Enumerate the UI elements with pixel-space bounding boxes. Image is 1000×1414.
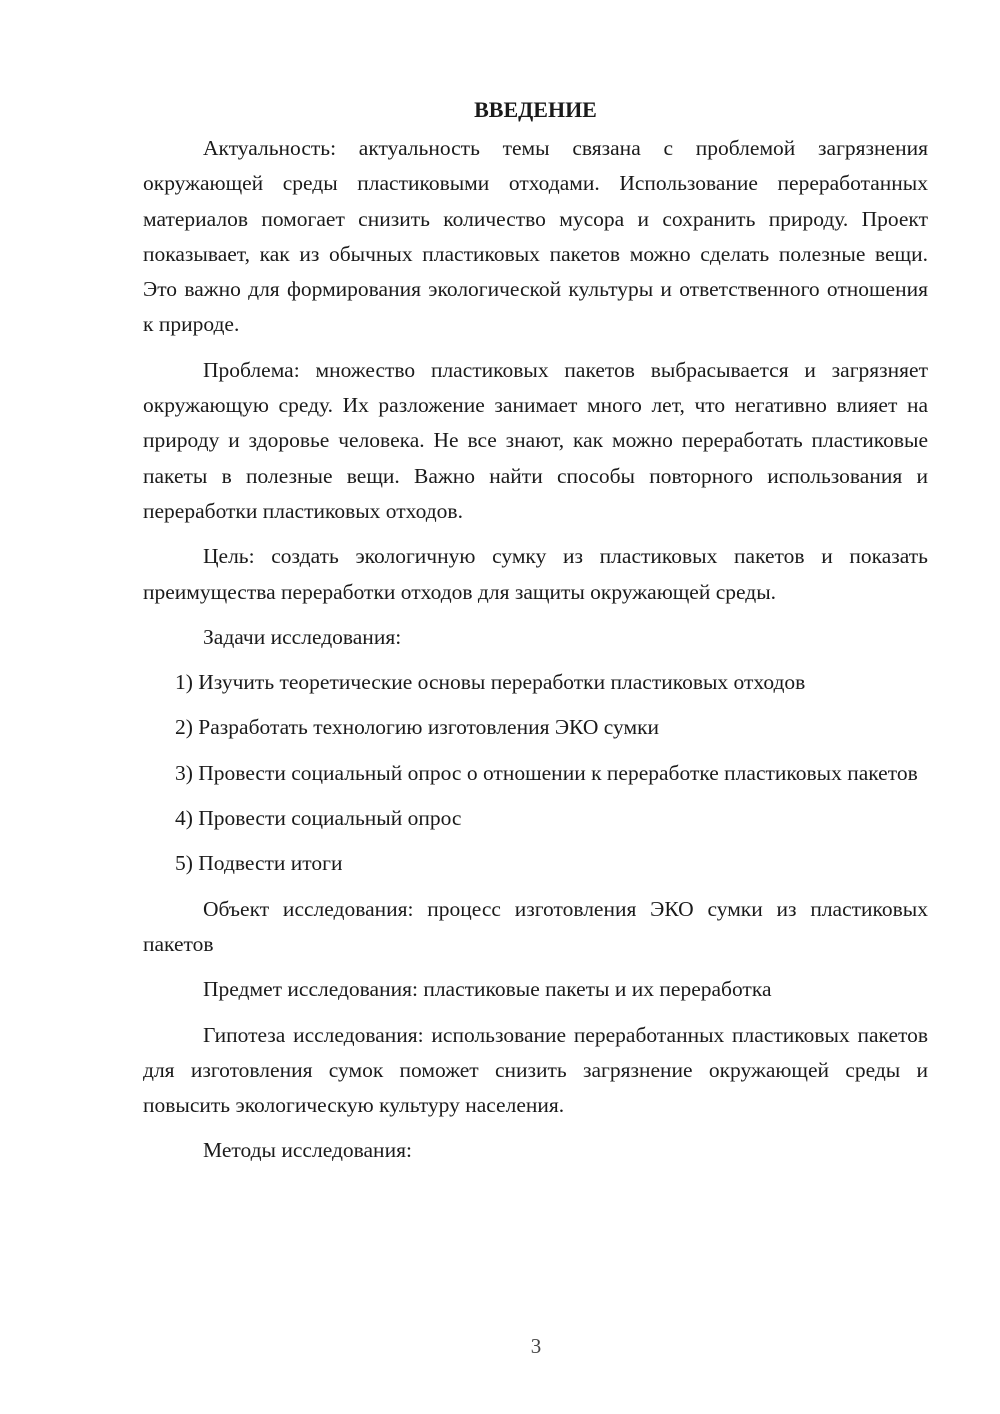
goal-paragraph: Цель: создать экологичную сумку из пластиковых пакетов и показать преимущества переработки отходов для защиты окружающей среды. [143,544,928,604]
hypothesis-paragraph: Гипотеза исследования: использование переработанных пластиковых пакетов для изготовления сумок поможет снизить загрязнение окружающей среды и повысить экологическую культуру населения. [143,1022,928,1118]
task-item: 4) Провести социальный опрос [175,806,462,831]
relevance-paragraph: Актуальность: актуальность темы связана с проблемой загрязнения окружающей среды пластиковыми отходами. Использование переработанных материалов помогает снизить количество мусора и сохранить природу. Проект показывает, как из обычных пластиковых пакетов можно сделать полезные вещи. Это важно для формирования экологической культуры и ответственного отношения к природе. [143,136,928,337]
task-item: 2) Разработать технологию изготовления ЭКО сумки [175,715,660,740]
task-item: 1) Изучить теоретические основы переработки пластиковых отходов [175,670,806,695]
section-title: ВВЕДЕНИЕ [474,97,597,122]
methods-heading: Методы исследования: [203,1138,412,1163]
page-content [143,92,928,1179]
subject-paragraph: Предмет исследования: пластиковые пакеты и их переработка [203,977,772,1002]
task-item: 5) Подвести итоги [175,851,343,876]
task-item: 3) Провести социальный опрос о отношении к переработке пластиковых пакетов [175,760,918,785]
tasks-heading: Задачи исследования: [203,624,402,649]
problem-paragraph: Проблема: множество пластиковых пакетов выбрасывается и загрязняет окружающую среду. Их разложение занимает много лет, что негативно влияет на природу и здоровье человека. Не все знают, как можно переработать пластиковые пакеты в полезные вещи. Важно найти способы повторного использования и переработки пластиковых отходов. [143,357,928,523]
object-paragraph: Объект исследования: процесс изготовления ЭКО сумки из пластиковых пакетов [143,896,928,956]
page-number: 3 [530,1334,542,1358]
